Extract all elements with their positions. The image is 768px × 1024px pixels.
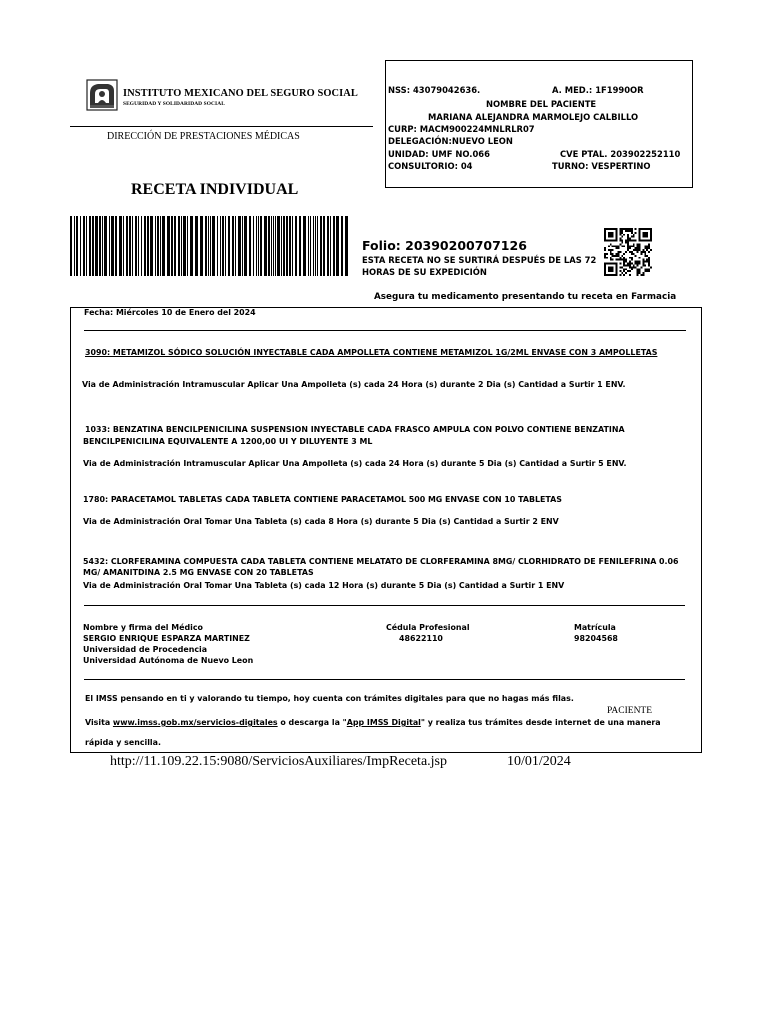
curp: CURP: MACM900224MNLRLR07: [388, 124, 535, 134]
cedula-label: Cédula Profesional: [386, 623, 470, 632]
medication-instructions: Via de Administración Intramuscular Aplicar Una Ampolleta (s) cada 24 Hora (s) durante 5 Dia (s) Cantidad a Surtir 5 ENV.: [83, 459, 627, 468]
prescription-box: [70, 307, 702, 753]
medication-instructions: Via de Administración Oral Tomar Una Tableta (s) cada 12 Hora (s) durante 5 Dia (s) Cantidad a Surtir 1 ENV: [83, 581, 565, 590]
folio-expiry-note: ESTA RECETA NO SE SURTIRÁ DESPUÉS DE LAS 72: [362, 255, 597, 265]
medication-description-cont: MG/ AMANITDINA 2.5 MG ENVASE CON 20 TABLETAS: [83, 568, 314, 577]
doctor-name-label: Nombre y firma del Médico: [83, 623, 203, 632]
a-med: A. MED.: 1F1990OR: [552, 85, 644, 95]
barcode-image: [70, 216, 348, 276]
patient-name: MARIANA ALEJANDRA MARMOLEJO CALBILLO: [428, 112, 639, 122]
download-text: o descarga la ": [277, 718, 347, 727]
folio-number: Folio: 20390200707126: [362, 238, 527, 253]
visit-suffix: " y realiza tus trámites desde internet de una manera: [420, 718, 661, 727]
imss-digital-link[interactable]: www.imss.gob.mx/servicios-digitales: [112, 718, 278, 727]
unidad: UNIDAD: UMF NO.066: [388, 149, 490, 159]
medication-description: 1033: BENZATINA BENCILPENICILINA SUSPENSION INYECTABLE CADA FRASCO AMPULA CON POLVO CONTIENE BENZATINA: [85, 425, 625, 434]
doctor-divider: [84, 605, 685, 606]
consultorio: CONSULTORIO: 04: [388, 161, 473, 171]
copy-label: PACIENTE: [607, 706, 653, 716]
footer-url: http://11.109.22.15:9080/ServiciosAuxiliares/ImpReceta.jsp: [110, 754, 447, 769]
patient-info-box: [385, 60, 693, 188]
institution-name: INSTITUTO MEXICANO DEL SEGURO SOCIAL: [123, 88, 358, 99]
prescription-date: Fecha: Miércoles 10 de Enero del 2024: [84, 308, 256, 317]
medication-description-cont: BENCILPENICILINA EQUIVALENTE A 1200,00 UI Y DILUYENTE 3 ML: [83, 437, 373, 446]
medication-description: 3090: METAMIZOL SÓDICO SOLUCIÓN INYECTABLE CADA AMPOLLETA CONTIENE METAMIZOL 1G/2ML ENVASE CON 3 AMPOLLETAS: [85, 348, 658, 357]
medication-instructions: Via de Administración Oral Tomar Una Tableta (s) cada 8 Hora (s) durante 5 Dia (s) Cantidad a Surtir 2 ENV: [83, 517, 559, 526]
digital-services-notice: El IMSS pensando en ti y valorando tu tiempo, hoy cuenta con trámites digitales para que no hagas más filas.: [85, 694, 574, 703]
folio-expiry-note-cont: HORAS DE SU EXPEDICIÓN: [362, 267, 487, 277]
footer-date: 10/01/2024: [507, 754, 571, 769]
doctor-name: SERGIO ENRIQUE ESPARZA MARTINEZ: [83, 634, 250, 643]
direction-label: DIRECCIÓN DE PRESTACIONES MÉDICAS: [107, 131, 300, 142]
nss: NSS: 43079042636.: [388, 85, 481, 95]
institution-tagline: SEGURIDAD Y SOLIDARIDAD SOCIAL: [123, 101, 225, 107]
notice-divider: [84, 679, 685, 680]
imss-logo: [86, 79, 118, 111]
document-title: RECETA INDIVIDUAL: [131, 181, 299, 198]
app-imss-digital-link[interactable]: App IMSS Digital: [346, 718, 421, 727]
visit-prefix: Visita: [85, 718, 113, 727]
medication-description: 1780: PARACETAMOL TABLETAS CADA TABLETA CONTIENE PARACETAMOL 500 MG ENVASE CON 10 TABLETAS: [83, 495, 562, 504]
matricula-label: Matrícula: [574, 623, 616, 632]
university: Universidad Autónoma de Nuevo Leon: [83, 656, 254, 665]
turno: TURNO: VESPERTINO: [552, 161, 651, 171]
digital-services-visit: [85, 718, 661, 727]
qr-code-image: [604, 228, 652, 276]
cedula-number: 48622110: [399, 634, 443, 643]
university-label: Universidad de Procedencia: [83, 645, 208, 654]
date-divider: [84, 330, 686, 331]
header-divider: [70, 126, 373, 127]
medication-description: 5432: CLORFERAMINA COMPUESTA CADA TABLETA CONTIENE MELATATO DE CLORFERAMINA 8MG/ CLORHIDRATO DE FENILEFRINA 0.06: [83, 557, 679, 566]
patient-name-label: NOMBRE DEL PACIENTE: [486, 99, 597, 109]
digital-services-ending: rápida y sencilla.: [85, 738, 161, 747]
matricula-number: 98204568: [574, 634, 618, 643]
pharmacy-note: Asegura tu medicamento presentando tu receta en Farmacia: [374, 292, 677, 302]
medication-instructions: Via de Administración Intramuscular Aplicar Una Ampolleta (s) cada 24 Hora (s) durante 2 Dia (s) Cantidad a Surtir 1 ENV.: [82, 380, 626, 389]
delegacion: DELEGACIÓN:NUEVO LEON: [388, 136, 513, 146]
cve-ptal: CVE PTAL. 203902252110: [560, 149, 681, 159]
